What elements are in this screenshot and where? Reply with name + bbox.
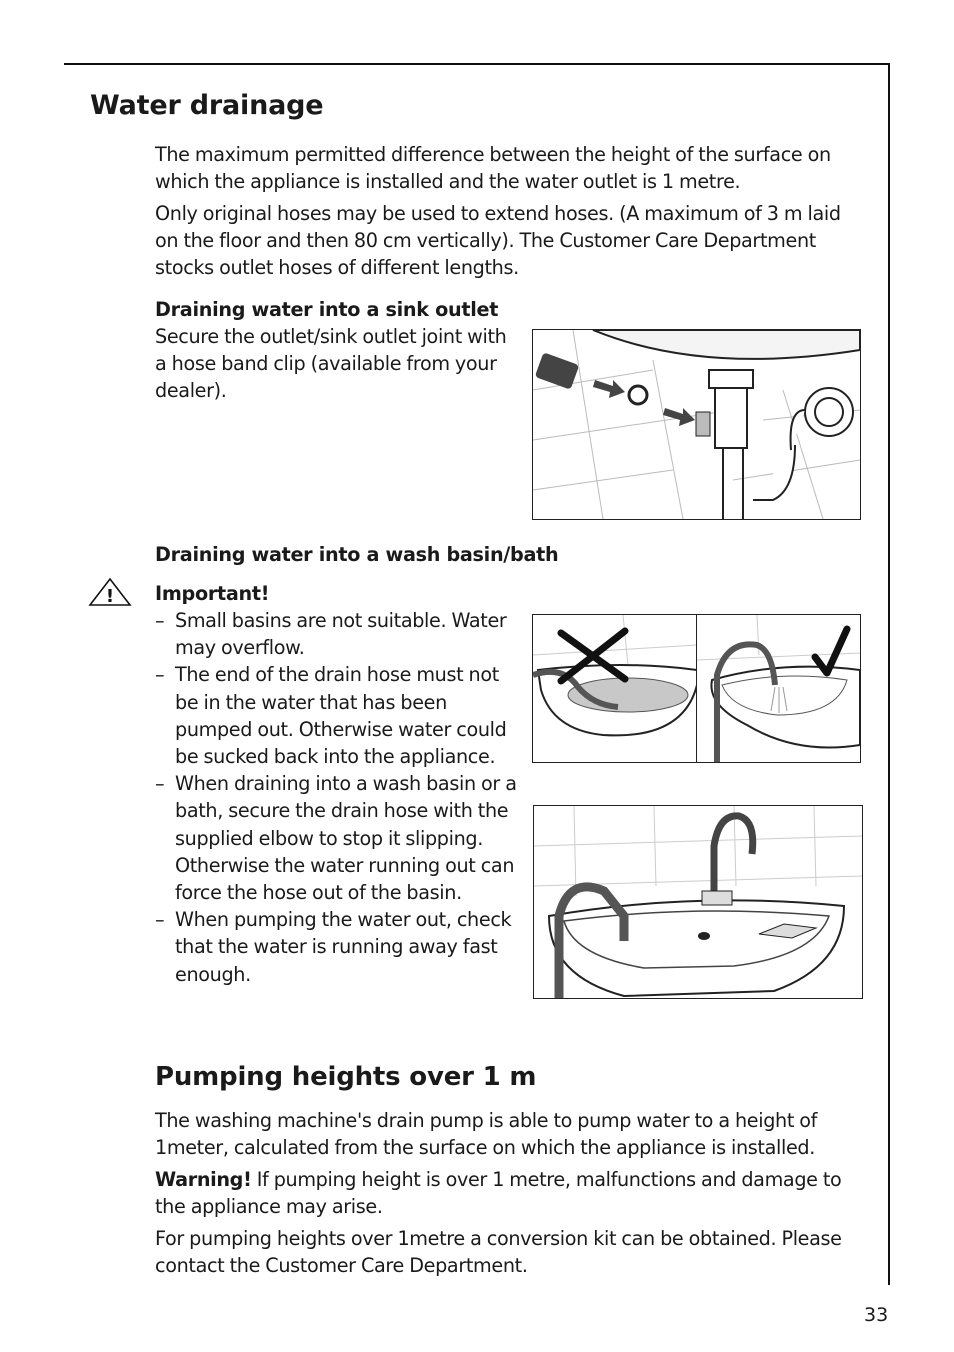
- wash-basin-elbow-illustration: [533, 805, 863, 999]
- svg-text:!: !: [105, 586, 115, 607]
- pumping-paragraph-1: The washing machine's drain pump is able to pump water to a height of 1meter, calculated from the surface on which the appliance is installed.: [155, 1109, 818, 1160]
- list-item: – Small basins are not suitable. Water may overflow.: [155, 607, 525, 661]
- pumping-paragraph-3: For pumping heights over 1metre a conversion kit can be obtained. Please contact the Customer Care Department.: [155, 1227, 842, 1278]
- page-title: Water drainage: [90, 90, 324, 121]
- top-rule: [64, 63, 890, 65]
- warning-label: Warning!: [155, 1168, 252, 1191]
- pumping-warning-paragraph: [155, 1166, 867, 1220]
- wash-basin-heading: Draining water into a wash basin/bath: [155, 543, 559, 566]
- sink-outlet-illustration: [532, 329, 861, 520]
- check-icon: [815, 629, 847, 673]
- warning-triangle-icon: [88, 577, 132, 611]
- list-item: – When pumping the water out, check that the water is running away fast enough.: [155, 906, 525, 988]
- sink-outlet-heading: Draining water into a sink outlet: [155, 298, 499, 321]
- list-item: – The end of the drain hose must not be in the water that has been pumped out. Otherwise water could be sucked back into the appliance.: [155, 661, 525, 770]
- sink-outlet-text: Secure the outlet/sink outlet joint with a hose band clip (available from your dealer).: [155, 325, 507, 403]
- pumping-heights-heading: Pumping heights over 1 m: [155, 1062, 537, 1092]
- small-basin-right-illustration: [696, 614, 861, 763]
- intro-paragraph-2: Only original hoses may be used to extend hoses. (A maximum of 3 m laid on the floor and then 80 cm vertically). The Customer Care Department stocks outlet hoses of different lengths.: [155, 202, 841, 280]
- intro-paragraph-1: The maximum permitted difference between the height of the surface on which the appliance is installed and the water outlet is 1 metre.: [155, 143, 831, 194]
- important-label: Important!: [155, 582, 270, 605]
- warning-text: If pumping height is over 1 metre, malfunctions and damage to the appliance may arise.: [155, 1168, 842, 1219]
- small-basin-wrong-illustration: [532, 614, 698, 763]
- list-item: – When draining into a wash basin or a bath, secure the drain hose with the supplied elbow to stop it slipping. Otherwise the water running out can force the hose out of the basin.: [155, 770, 525, 906]
- right-rule: [888, 63, 890, 1285]
- basin-instructions-list: [155, 607, 525, 988]
- page-number: 33: [864, 1304, 889, 1326]
